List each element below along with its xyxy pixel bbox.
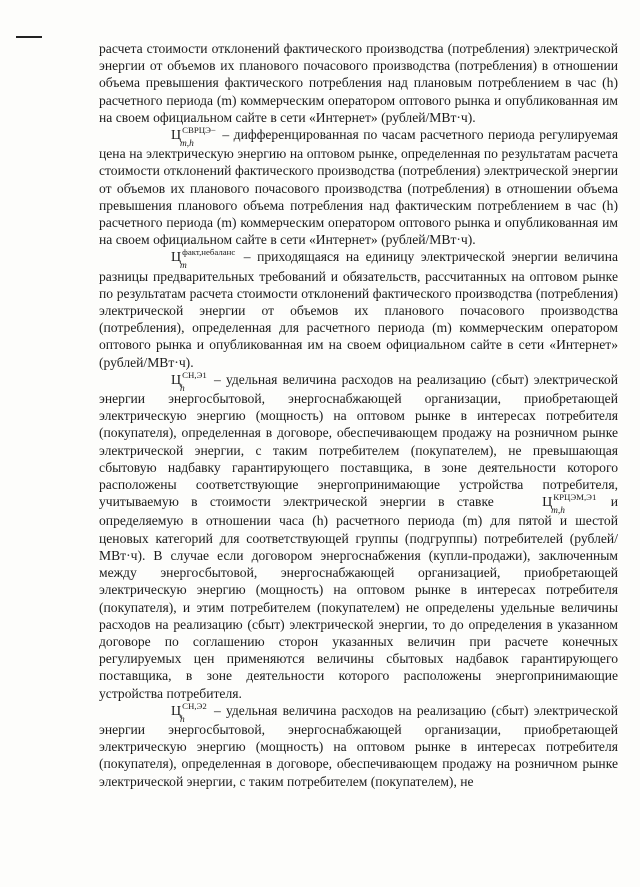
symbol-superscript: факт,небаланс: [182, 247, 236, 258]
paragraph-3-text: – приходящаяся на единицу электрической энергии величина разницы предварительных требований и обязательств, рассчитанных на оптовом рынке по результатам расчета стоимости отклонений фактического производства (потребления) электрической энергии от объемов их планового почасового производства (потребления), определенная для расчетного периода (m) коммерческим оператором оптового рынка и опубликованная им на своем официальном сайте в сети «Интернет» (рублей/МВт·ч).: [99, 249, 618, 370]
symbol-subscript: h: [180, 383, 185, 394]
paragraph-4-text-b: и определяемую в отношении часа (h) расчетного периода (m) для пятой и шестой ценовых категорий для соответствующей группы (подгруппы) потребителей (рублей/МВт·ч). В случае если договором энергоснабжения (купли-продажи), заключенным между энергосбытовой, энергоснабжающей организацией, приобретающей электрическую энергию (мощность) на оптовом рынке в интересах потребителя (покупателя), и этим потребителем (покупателем) не определены удельные величины расходов на реализацию (сбыт) электрической энергии, то до определения в указанном договоре по соглашению сторон указанных величин при расчете конечных регулируемых цен применяются величины сбытовых надбавок гарантирующего поставщика, в зоне деятельности которого расположены энергопринимающие устройства потребителя.: [99, 494, 618, 701]
paragraph-4-text-a: – удельная величина расходов на реализацию (сбыт) электрической энергии энергосбытовой, энергоснабжающей организации, приобретающей электрическую энергию (мощность) на оптовом рынке в интересах потребителя (покупателя), определенная в договоре, обеспечивающем продажу на розничном рынке электрической энергии, с таким потребителем (покупателем), не превышающая сбытовую надбавку гарантирующего поставщика, в зоне деятельности которого расположены соответствующие энергопринимающие устройства потребителя, учитываемую в стоимости электрической энергии в ставке: [99, 371, 618, 510]
symbol-subscript: h: [180, 714, 185, 725]
price-symbol-krcem-e1: $Ц^{КРЦЭМ,Э1}$ m,h: [506, 493, 598, 512]
paragraph-1-text: расчета стоимости отклонений фактического производства (потребления) электрической энергии от объемов их планового почасового производства (потребления) в отношении объема превышения фактического потребления над плановым потреблением в час (h) расчетного периода (m) коммерческим оператором оптового рынка и опубликованная им на своем официальном сайте в сети «Интернет» (рублей/МВт·ч).: [99, 41, 618, 125]
paragraph-3: [99, 248, 618, 370]
paragraph-5: [99, 702, 618, 790]
symbol-subscript: m,h: [180, 139, 194, 150]
symbol-superscript: СН,Э2: [182, 700, 207, 711]
paragraph-2-text: – дифференцированная по часам расчетного периода регулируемая цена на электрическую энергию на оптовом рынке, определенная по результатам расчета стоимости отклонений фактического производства (потребления) электрической энергии от объемов их планового почасового производства (потребления) в отношении объема превышения планового объема потребления над фактическим потреблением в час (h) расчетного периода (m) коммерческим оператором оптового рынка и опубликованная им на своем официальном сайте в сети «Интернет» (рублей/МВт·ч).: [99, 127, 618, 248]
price-symbol-sn-e1: $Ц^{СН,Э1}$ h: [135, 371, 209, 390]
paragraph-4: [99, 371, 618, 702]
document-page: [99, 40, 618, 790]
symbol-subscript: m: [180, 261, 187, 272]
price-symbol-sn-e2: $Ц^{СН,Э2}$ h: [135, 702, 209, 721]
paragraph-2: [99, 126, 618, 248]
paragraph-5-text: – удельная величина расходов на реализацию (сбыт) электрической энергии энергосбытовой, энергоснабжающей организации, приобретающей электрическую энергию (мощность) на оптовом рынке в интересах потребителя (покупателя), определенная в договоре, обеспечивающем продажу на розничном рынке электрической энергии, с таким потребителем (покупателем), не: [99, 702, 618, 789]
scan-margin-mark: [16, 36, 42, 38]
price-symbol-fakt-nebalans: $Ц^{факт,небаланс}$ m: [135, 248, 237, 267]
symbol-subscript: m,h: [551, 506, 565, 517]
symbol-superscript: СВРЦЭ−: [182, 125, 216, 136]
price-symbol-svrce: $Ц^{СВРЦЭ-}$ m,h: [135, 126, 218, 145]
symbol-superscript: СН,Э1: [182, 369, 207, 380]
paragraph-1: [99, 40, 618, 126]
symbol-superscript: КРЦЭМ,Э1: [553, 492, 597, 503]
